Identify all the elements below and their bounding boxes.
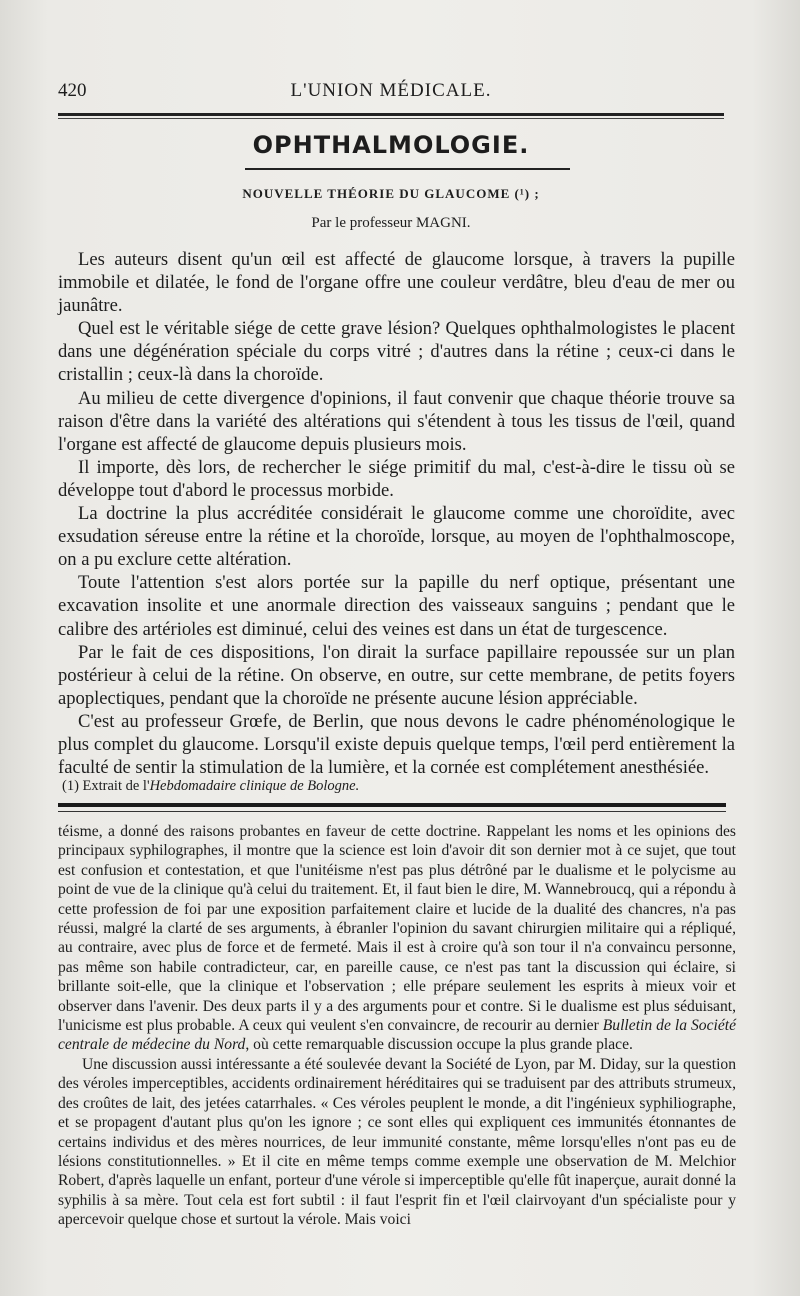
paragraph: C'est au professeur Grœfe, de Berlin, que nous devons le cadre phénoménologique le plus complet du glaucome. Lorsqu'il existe depuis quelque temps, l'œil perd entièrement la faculté de sentir la stimulation de la lumière, et la cornée est complétement anesthésiée. — [58, 710, 735, 779]
header-rule — [58, 113, 724, 116]
paragraph: La doctrine la plus accréditée considérait le glaucome comme une choroïdite, avec exsudation séreuse entre la rétine et la choroïde, lorsque, au moyen de l'ophthalmoscope, on a pu exclure cette altération. — [58, 503, 735, 571]
section-title: OPHTHALMOLOGIE. — [252, 131, 530, 159]
feuilleton-paragraph — [58, 822, 736, 1055]
article-author: Par le professeur MAGNI. — [311, 215, 471, 231]
paragraph: Il importe, dès lors, de rechercher le siége primitif du mal, c'est-à-dire le tissu où se développe tout d'abord le processus morbide. — [58, 456, 735, 501]
feuilleton-separator — [58, 803, 726, 807]
feuilleton-text: , où cette remarquable discussion occupe la plus grande place. — [245, 1036, 633, 1054]
header-rule-thin — [58, 118, 724, 119]
paragraph: Au milieu de cette divergence d'opinions, il faut convenir que chaque théorie trouve sa raison d'être dans la variété des altérations qui s'étendent à tous les tissus de l'œil, quand l'organe est affecté de glaucome depuis plusieurs mois. — [58, 387, 735, 455]
bulletin-title: Bulletin de la Société centrale de médecine du Nord — [58, 1017, 737, 1054]
page-number: 420 — [58, 80, 87, 101]
article-title: NOUVELLE THÉORIE DU GLAUCOME (¹) ; — [242, 186, 540, 201]
feuilleton-body — [58, 822, 736, 1230]
paragraph: Toute l'attention s'est alors portée sur la papille du nerf optique, présentant une excavation insolite et une anormale direction des vaisseaux sanguins ; pendant que le calibre des artérioles est diminué, celui des veines est dans un état de turgescence. — [58, 572, 735, 640]
footnote — [62, 778, 722, 795]
section-title-rule — [245, 168, 570, 170]
feuilleton-separator-thin — [58, 811, 726, 812]
feuilleton-text: téisme, a donné des raisons probantes en faveur de cette doctrine. Rappelant les noms et les opinions des principaux syphilographes, il montre que la science est loin d'avoir dit son dernier mot à ce sujet, que tout est confusion et contestation, et que l'unitéisme n'est pas plus détrôné par le dualisme et le polycisme au point de vue de la clinique qu'à celui du traitement. Et, il faut bien le dire, M. Wannebroucq, qui a répondu à cette profession de foi par une exposition parfaitement claire et lucide de la dualité des chancres, n'a pas réussi, malgré la clarté de ses arguments, à ébranler l'opinion du savant chirurgien militaire qui a répliqué, au contraire, avec plus de force et de fermeté. Mais il est à croire qu'à son tour il n'a convaincu personne, pas même son habile contradicteur, car, en pareille cause, ce n'est pas tant la discussion qui éclaire, si brillante soit-elle, que la clinique et l'observation ; elle prépare seulement les esprits à mieux voir et observer dans l'avenir. Des deux parts il y a des arguments pour et contre. Si le dualisme est plus séduisant, l'unicisme est plus probable. A ceux qui veulent s'en convaincre, de recourir au dernier — [58, 823, 736, 1035]
footnote-prefix: (1) Extrait de l' — [62, 778, 150, 794]
article-body — [58, 248, 735, 779]
journal-title: L'UNION MÉDICALE. — [290, 80, 492, 101]
paragraph: Par le fait de ces dispositions, l'on dirait la surface papillaire repoussée sur un plan postérieur à celui de la rétine. On observe, en outre, sur cette membrane, de petits foyers apoplectiques, pendant que la choroïde ne présente aucune lésion appréciable. — [58, 641, 735, 709]
paragraph: Les auteurs disent qu'un œil est affecté de glaucome lorsque, à travers la pupille immobile et dilatée, le fond de l'organe offre une couleur verdâtre, bleu d'eau de mer ou jaunâtre. — [58, 249, 735, 317]
feuilleton-paragraph: Une discussion aussi intéressante a été soulevée devant la Société de Lyon, par M. Diday, sur la question des véroles imperceptibles, accidents ordinairement héréditaires qui se traduisent par des attributs strumeux, des croûtes de lait, des jetées catarrhales. « Ces véroles peuplent le monde, a dit l'ingénieux syphiliographe, et se propagent d'autant plus qu'on les ignore ; ce sont elles qui expliquent ces immunités étonnantes de certains individus et des mères nourrices, de leur immunité constante, même lorsqu'elles n'ont pas eu de lésions constitutionnelles. » Et il cite en même temps comme exemple une observation de M. Melchior Robert, d'après laquelle un enfant, porteur d'une vérole si imperceptible qu'elle fût inaperçue, aurait donné la syphilis à sa mère. Tout cela est fort subtil : il faut l'esprit fin et l'œil clairvoyant d'un spécialiste pour y apercevoir quelque chose et surtout la vérole. Mais voici — [58, 1055, 736, 1229]
footnote-source: Hebdomadaire clinique de Bologne. — [149, 778, 360, 794]
paragraph: Quel est le véritable siége de cette grave lésion? Quelques ophthalmologistes le placent dans une dégénération spéciale du corps vitré ; d'autres dans la rétine ; ceux-ci dans le cristallin ; ceux-là dans la choroïde. — [58, 318, 735, 386]
